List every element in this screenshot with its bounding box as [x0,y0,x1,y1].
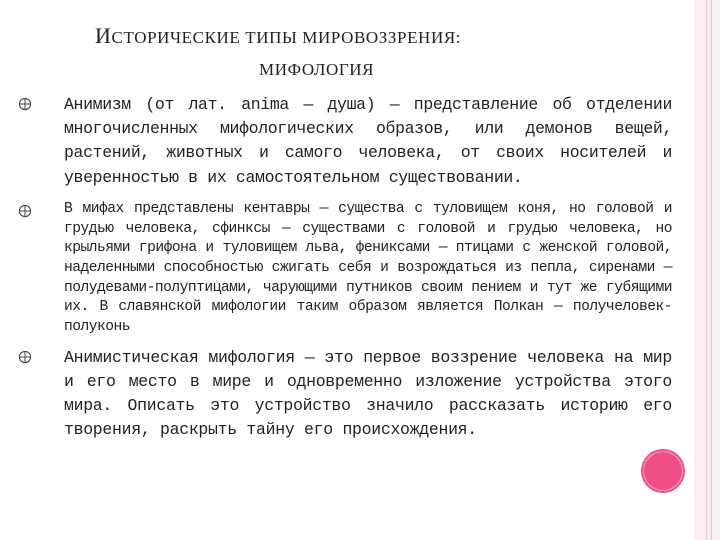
bullet-icon [18,204,32,218]
decorative-side-band [694,0,720,540]
bullet-text: Анимистическая мифология — это первое воззрение человека на мир и его место в мире и одновременно изложение устройства этого мира. Описать это устройство значило рассказать историю его творения, раскрыть тайну его происхождения. [64,347,672,439]
slide-title [95,20,615,86]
bullet-list [18,93,672,442]
title-initial-capital: И [95,23,112,48]
decorative-rule-line [711,0,712,540]
decorative-pink-circle [641,449,685,493]
title-line-1 [95,20,615,54]
decorative-rule-line [706,0,707,540]
bullet-icon [18,97,32,111]
title-line-2: МИФОЛОГИЯ [259,60,375,79]
bullet-icon [18,350,32,364]
bullet-text: В мифах представлены кентавры — существа с туловищем коня, но головой и грудью человека, сфинксы — существами с головой и грудью человека, но крыльями грифона и туловищем льва, фениксами — птицами с женской головой, наделенными способностью сжигать себя и возрождаться из пепла, сиренами — полудевами-полуптицами, чарующими путников своим пением и тут же губящими их. В славянской мифологии таким образом является Полкан — получеловек-полуконь [64,200,672,336]
bullet-item-animism [18,93,672,190]
bullet-text: Анимизм (от лат. anima — душа) — представление об отделении многочисленных мифологических образов, или демонов вещей, растений, животных и самого человека, от своих носителей и уверенностью в их самостоятельном существовании. [64,95,672,187]
title-line-1-text: СТОРИЧЕСКИЕ ТИПЫ МИРОВОЗЗРЕНИЯ: [111,28,462,47]
bullet-item-animistic-mythology [18,346,672,442]
bullet-item-myths [18,200,672,338]
